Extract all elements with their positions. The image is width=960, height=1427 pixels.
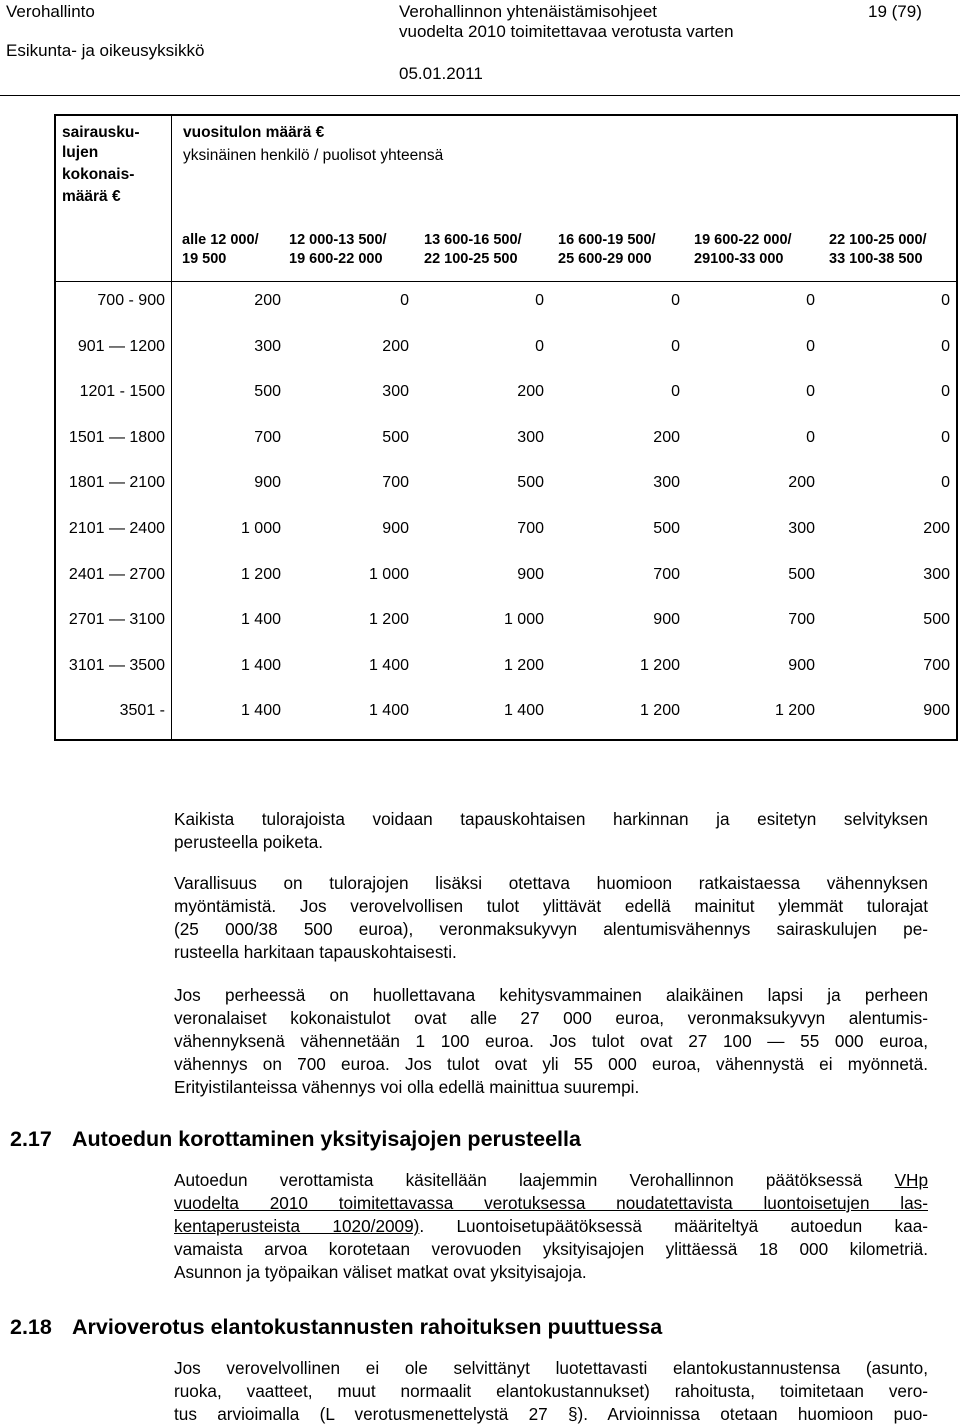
table-cell: 0 xyxy=(671,292,680,309)
text-fragment: Autoedun verottamista käsitellään laajemmin Verohallinnon päätöksessä xyxy=(174,1170,895,1190)
table-cell: 300 xyxy=(517,428,544,446)
row-header-line: määrä € xyxy=(62,188,121,205)
header-date: 05.01.2011 xyxy=(399,64,483,83)
text-line: ruoka, vaatteet, muut normaalit elantokustannukset) rahoitusta, toimitetaan vero- xyxy=(174,1381,928,1401)
text-line: Erityistilanteissa vähennys voi olla edellä mainittua suurempi. xyxy=(174,1077,640,1097)
table-cell: 900 xyxy=(653,611,680,629)
paragraph-arvioverotus xyxy=(174,1357,928,1426)
table-cell: 500 xyxy=(788,565,815,583)
col-header: 19 600-22 000 xyxy=(289,251,383,267)
row-range: 2701 — 3100 xyxy=(68,611,165,629)
col-header: 13 600-16 500/ xyxy=(424,232,522,248)
table-cell: 200 xyxy=(517,383,544,401)
row-header-line: lujen xyxy=(62,144,99,161)
table-cell: 700 xyxy=(382,474,409,492)
table-cell: 1 200 xyxy=(774,702,815,720)
table-cell: 1 200 xyxy=(240,565,281,583)
header-doc-title: Verohallinnon yhtenäistämisohjeet xyxy=(399,2,658,21)
col-group-subtitle: yksinäinen henkilö / puolisot yhteensä xyxy=(183,147,444,164)
section-title: Arvioverotus elantokustannusten rahoituksen puuttuessa xyxy=(72,1315,663,1339)
col-group-title: vuositulon määrä € xyxy=(183,124,325,141)
table-cell: 1 400 xyxy=(503,702,544,720)
row-range: 1201 - 1500 xyxy=(79,383,165,401)
table-cell: 200 xyxy=(788,474,815,492)
text-line: myöntämistä. Jos verovelvollisen tulot ylittävät edellä mainitut ylemmät tulorajat xyxy=(174,896,928,916)
table-cell: 900 xyxy=(923,702,950,720)
table-cell: 1 400 xyxy=(368,656,409,674)
header-unit: Esikunta- ja oikeusyksikkö xyxy=(6,41,205,60)
header-rule xyxy=(0,95,960,96)
table-cell: 700 xyxy=(788,611,815,629)
table-cell: 200 xyxy=(382,337,409,355)
table-cell: 500 xyxy=(382,428,409,446)
table-cell: 900 xyxy=(254,474,281,492)
table-cell: 900 xyxy=(382,520,409,537)
paragraph-autoetu xyxy=(174,1169,928,1284)
deduction-table xyxy=(54,114,958,741)
table-cell: 1 000 xyxy=(240,520,281,537)
table-cell: 900 xyxy=(788,656,815,674)
text-line xyxy=(174,1215,928,1238)
table-cell: 0 xyxy=(400,292,409,309)
col-header: 19 500 xyxy=(182,251,227,267)
text-line: Varallisuus on tulorajojen lisäksi otettava huomioon ratkaistaessa vähennyksen xyxy=(174,873,928,893)
col-header: 22 100-25 000/ xyxy=(829,232,927,248)
table-cell: 1 400 xyxy=(240,656,281,674)
text-line: veronalaiset kokonaistulot ovat alle 27 000 euroa, veronmaksukyvyn alentumis- xyxy=(174,1008,928,1028)
table-cell: 1 000 xyxy=(503,611,544,629)
table-cell: 300 xyxy=(653,474,680,492)
table-cell: 0 xyxy=(806,292,815,309)
table-cell: 0 xyxy=(671,337,680,355)
col-header: 25 600-29 000 xyxy=(558,251,652,267)
text-line: perusteella poiketa. xyxy=(174,832,324,852)
table-cell: 500 xyxy=(254,383,281,401)
row-range: 901 — 1200 xyxy=(77,337,165,355)
text-line: Asunnon ja työpaikan väliset matkat ovat yksityisajoja. xyxy=(174,1262,587,1282)
text-fragment: . Luontoisetupäätöksessä määriteltyä autoedun kaa- xyxy=(419,1216,928,1236)
decision-link[interactable]: VHp xyxy=(894,1170,928,1190)
text-line: vähennyksenä vähennetään 1 100 euroa. Jos tulot ovat 27 100 — 55 000 euroa, xyxy=(174,1031,928,1051)
header-org: Verohallinto xyxy=(6,2,95,21)
col-header: 16 600-19 500/ xyxy=(558,232,656,248)
table-cell: 700 xyxy=(517,520,544,537)
table-cell: 500 xyxy=(923,611,950,629)
table-cell: 700 xyxy=(923,656,950,674)
paragraph-kehitysvammainen xyxy=(174,984,928,1099)
table-cell: 500 xyxy=(653,520,680,537)
table-cell: 0 xyxy=(671,383,680,401)
header-page-number: 19 (79) xyxy=(868,2,922,21)
table-cell: 300 xyxy=(382,383,409,401)
row-range: 3501 - xyxy=(119,702,165,720)
row-range: 1801 — 2100 xyxy=(68,474,165,492)
table-cell: 0 xyxy=(941,383,950,401)
table-cell: 1 400 xyxy=(240,702,281,720)
table-cell: 0 xyxy=(941,474,950,492)
table-cell: 200 xyxy=(923,520,950,537)
col-header: 29100-33 000 xyxy=(694,251,784,267)
table-cell: 700 xyxy=(653,565,680,583)
table-divider xyxy=(56,281,956,282)
table-cell: 0 xyxy=(941,428,950,446)
text-line: Kaikista tulorajoista voidaan tapauskohtaisen harkinnan ja esitetyn selvityksen xyxy=(174,809,928,829)
section-number: 2.17 xyxy=(10,1127,52,1151)
table-cell: 0 xyxy=(806,428,815,446)
text-line: Jos verovelvollinen ei ole selvittänyt luotettavasti elantokustannustensa (asunto, xyxy=(174,1358,928,1378)
table-cell: 1 400 xyxy=(240,611,281,629)
table-divider xyxy=(171,116,172,739)
text-line: (25 000/38 500 euroa), veronmaksukyvyn alentumisvähennys sairaskulujen pe- xyxy=(174,919,928,939)
paragraph-varallisuus xyxy=(174,872,928,964)
table-cell: 200 xyxy=(254,292,281,309)
table-cell: 200 xyxy=(653,428,680,446)
table-cell: 0 xyxy=(535,337,544,355)
table-cell: 0 xyxy=(941,292,950,309)
table-cell: 500 xyxy=(517,474,544,492)
section-heading-2-17 xyxy=(10,1126,581,1152)
row-range: 2401 — 2700 xyxy=(68,565,165,583)
text-line: vähennys on 700 euroa. Jos tulot ovat yli 55 000 euroa, vähennystä ei myönnetä. xyxy=(174,1054,928,1074)
text-line: tus arvioimalla (L verotusmenettelystä 27 §). Arvioinnissa otetaan huomioon puo- xyxy=(174,1404,928,1424)
col-header: 19 600-22 000/ xyxy=(694,232,792,248)
col-header: 12 000-13 500/ xyxy=(289,232,387,248)
section-title: Autoedun korottaminen yksityisajojen perusteella xyxy=(72,1127,581,1151)
row-range: 700 - 900 xyxy=(97,292,165,309)
table-cell: 700 xyxy=(254,428,281,446)
text-line: rusteella harkitaan tapauskohtaisesti. xyxy=(174,942,457,962)
table-cell: 0 xyxy=(806,383,815,401)
table-cell: 0 xyxy=(535,292,544,309)
row-header-line: sairausku- xyxy=(62,124,140,141)
row-range: 3101 — 3500 xyxy=(68,656,165,674)
row-range: 2101 — 2400 xyxy=(68,520,165,537)
text-line xyxy=(174,1169,928,1192)
col-header: alle 12 000/ xyxy=(182,232,259,248)
table-cell: 900 xyxy=(517,565,544,583)
header-doc-subtitle: vuodelta 2010 toimitettavaa verotusta varten xyxy=(399,22,734,41)
table-cell: 1 200 xyxy=(639,702,680,720)
section-heading-2-18 xyxy=(10,1314,662,1340)
paragraph-tulorajat xyxy=(174,808,928,854)
table-cell: 1 400 xyxy=(368,702,409,720)
table-cell: 300 xyxy=(254,337,281,355)
row-range: 1501 — 1800 xyxy=(68,428,165,446)
col-header: 33 100-38 500 xyxy=(829,251,923,267)
row-header-line: kokonais- xyxy=(62,166,135,183)
table-cell: 300 xyxy=(788,520,815,537)
table-cell: 300 xyxy=(923,565,950,583)
table-cell: 1 200 xyxy=(639,656,680,674)
table-cell: 0 xyxy=(806,337,815,355)
table-cell: 0 xyxy=(941,337,950,355)
text-line: vamaista arvoa korotetaan verovuoden yksityisajojen ylittäessä 18 000 kilometriä. xyxy=(174,1239,928,1259)
section-number: 2.18 xyxy=(10,1315,52,1339)
decision-link[interactable]: vuodelta 2010 toimitettavassa verotuksessa noudatettavista luontoisetujen las- xyxy=(174,1193,928,1213)
table-cell: 1 200 xyxy=(503,656,544,674)
table-cell: 1 200 xyxy=(368,611,409,629)
decision-link[interactable]: kentaperusteista 1020/2009) xyxy=(174,1216,420,1236)
text-line: Jos perheessä on huollettavana kehitysvammainen alaikäinen lapsi ja perheen xyxy=(174,985,928,1005)
col-header: 22 100-25 500 xyxy=(424,251,518,267)
table-cell: 1 000 xyxy=(368,565,409,583)
